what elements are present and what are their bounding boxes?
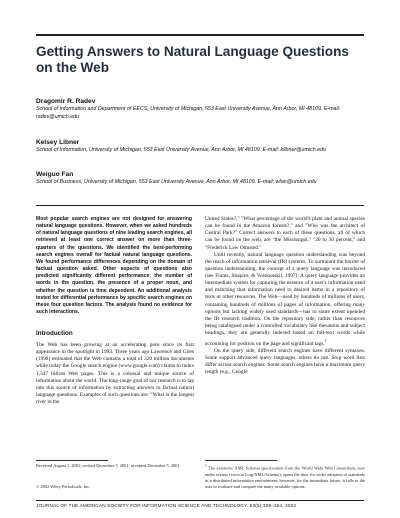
- author-affiliation: School of Business, University of Michigan, 553 East University Avenue, Ann Arbor, MI 48109. E-mail: wfan@umich.edu: [36, 179, 317, 185]
- footnote: [205, 463, 365, 490]
- right-column-text: [205, 216, 365, 377]
- footer-rule: [36, 500, 364, 501]
- author-affiliation: School of Information, University of Michigan, 553 East University Avenue, Ann Arbor, MI 48109. E-mail: klibner@umich.edu: [36, 147, 326, 153]
- footnote-marker: 1: [205, 464, 207, 468]
- author-name: Kelsey Libner: [36, 139, 80, 146]
- journal-citation: JOURNAL OF THE AMERICAN SOCIETY FOR INFORMATION SCIENCE AND TECHNOLOGY, 53(5):359–364, 2002: [36, 504, 297, 509]
- paragraph: United States?," "What percentage of the world's plant and animal species can be found in the Amazon forests?," and "Who was the architect of Central Park?" Correct answers to each of these questions, all of which can be found on the web, are "the Mississippi," "20 to 30 percent," and "Frederick Law Olmsted.": [205, 216, 365, 251]
- footnote-marker: 1: [324, 338, 327, 344]
- copyright-notice: © 2002 Wiley Periodicals, Inc.: [36, 484, 91, 489]
- received-dates: Received August 1, 2001; revised December 5, 2001; accepted December 5, 2001.: [36, 463, 181, 468]
- top-rule: [36, 34, 364, 36]
- abstract: Most popular search engines are not designed for answering natural language questions. However, when we asked hundreds of natural language questions of nine leading search engines, all retrieved at least one correct answer on more than three-quarters of the questions. We identified the best-performing search engines overall for factual natural language questions. We found performance differences depending on the domain of factual question asked. Other aspects of questions also predicted significantly different performance: the number of words in the question, the presence of a proper noun, and whether the question is time dependent. An additional analysis tested for differential performance by specific search engines on these four question factors. The analysis found no evidence for such interactions.: [36, 216, 192, 316]
- footnote-rule: [205, 460, 277, 461]
- header-rule: [36, 205, 364, 206]
- footnote-rule: [36, 460, 108, 461]
- paragraph: On the query side, different search engines have different syntaxes. Some support advanced query languages, others do not. Stop word lists differ across search engines. Some search engines have a maximum query length (e.g., Google: [205, 348, 365, 376]
- paragraph: The Web has been growing at an accelerating pace since its first appearance in the spotlight in 1993. Three years ago Lawrence and Giles (1998) estimated that the Web contains a total of 320 million documents while today the Google search engine (www.google.com) claims to index 1,347 billion Web pages. This is a colossal and unique source of information about the world. The long-range goal of our research is to tap into this source of information by extracting answers to factual natural language questions. Examples of such questions are: "What is the longest river in the: [36, 342, 194, 405]
- author-block: [36, 98, 366, 121]
- article-title: Getting Answers to Natural Language Questions on the Web: [36, 44, 349, 75]
- section-heading: Introduction: [36, 330, 73, 337]
- footnote-text: The extensive XML Schema specification from the World Wide Web Consortium, now under review (www.w3.org/XML/Schema), opens the door for wider adoption of standards in a distributed information environment; however, for the immediate future, it falls to the user to evaluate and compare the many available options.: [205, 465, 365, 489]
- author-name: Weiguo Fan: [36, 171, 74, 178]
- paragraph-text: Until recently, natural language question understanding was beyond the reach of information retrieval (IR) systems. To surmount the barrier of question understanding, the concept of a query language was introduced (see Frants, Shapiro, & Voiskunskii, 1997). A query language provides an intermediate system for capturing the essence of a user's information need and matching that information need to desired items in a repository of texts or other resources. The Web—used by hundreds of millions of users, containing hundreds of millions of pages of information, offering many options but lacking widely used standards—has to some extent upended the IR research tradition. On the repository side, rather than resources being catalogued under a controlled vocabulary like thesaurus and subject headings, they are generally indexed based on full-text words while accounting for position on the page and significant tags.: [205, 251, 365, 347]
- paragraph: [205, 252, 365, 348]
- author-block: [36, 139, 366, 155]
- author-name: Dragomir R. Radev: [36, 98, 96, 105]
- introduction-text: [36, 342, 194, 406]
- author-block: [36, 171, 366, 187]
- author-affiliation: School of Information and Department of EECS, University of Michigan, 553 East University Avenue, Ann Arbor, MI 48109. E-mail: radev@umich.edu: [36, 106, 341, 120]
